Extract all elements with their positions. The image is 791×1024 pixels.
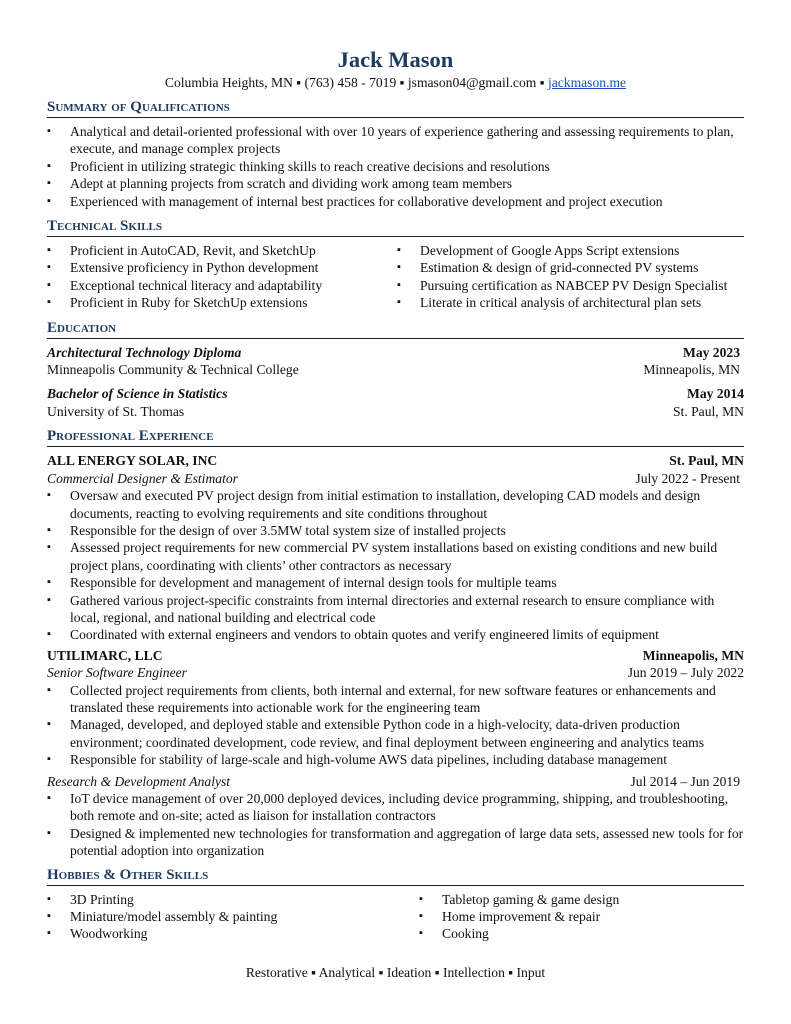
technical-skills-columns <box>47 242 744 312</box>
job-role: Senior Software Engineer <box>47 665 187 681</box>
school-name: University of St. Thomas <box>47 403 185 419</box>
list-item: ▪ Development of Google Apps Script extensions <box>397 242 744 259</box>
hobbies-left <box>47 891 419 943</box>
list-item: ▪ Proficient in Ruby for SketchUp extensions <box>47 294 394 311</box>
contact-line <box>47 74 744 92</box>
list-item: ▪ Woodworking <box>47 925 419 942</box>
list-item: ▪ Responsible for stability of large-scale and high-volume AWS data pipelines, including database management <box>47 751 744 768</box>
technical-skills-left <box>47 242 394 312</box>
hobbies-right <box>419 891 744 943</box>
list-item: ▪ Responsible for development and management of internal design tools for multiple teams <box>47 574 744 591</box>
degree-title: Bachelor of Science in Statistics <box>47 386 228 402</box>
list-item: ▪ Managed, developed, and deployed stable and extensible Python code in a high-velocity, data-driven production environment; coordinated development, code review, and final deployment between engineering and analytics teams <box>47 716 744 751</box>
list-item: ▪ Analytical and detail-oriented professional with over 10 years of experience gathering and assessing requirements to plan, execute, and manage complex projects <box>47 123 744 158</box>
list-item: ▪ Assessed project requirements for new commercial PV system installations based on existing conditions and new build project plans, coordinating with clients’ other contractors as necessary <box>47 539 744 574</box>
list-item: ▪ 3D Printing <box>47 891 419 908</box>
list-item: ▪ Experienced with management of internal best practices for collaborative development and project execution <box>47 193 744 210</box>
list-item: ▪ Responsible for the design of over 3.5MW total system size of installed projects <box>47 522 744 539</box>
list-item: ▪ Literate in critical analysis of architectural plan sets <box>397 294 744 311</box>
list-item: ▪ Extensive proficiency in Python development <box>47 259 394 276</box>
list-item: ▪ Proficient in AutoCAD, Revit, and SketchUp <box>47 242 394 259</box>
list-item: ▪ Designed & implemented new technologies for transformation and aggregation of large data sets, assessed new tools for for potential adoption into organization <box>47 825 744 860</box>
list-item: ▪ IoT device management of over 20,000 deployed devices, including device programming, shipping, and troubleshooting, both remote and on-site; acted as liaison for installation contractors <box>47 790 744 825</box>
list-item: ▪ Oversaw and executed PV project design from initial estimation to installation, developing CAD models and design documents, reacting to evolving requirements and site conditions throughout <box>47 487 744 522</box>
job-dates: Jul 2014 – Jun 2019 <box>630 773 740 789</box>
company-location: St. Paul, MN <box>669 453 744 469</box>
job-duties <box>47 790 744 860</box>
list-item: ▪ Coordinated with external engineers and vendors to obtain quotes and verify engineered limits of equipment <box>47 626 744 643</box>
job-entry <box>47 647 744 860</box>
candidate-name: Jack Mason <box>337 47 454 72</box>
company-name: UTILIMARC, LLC <box>47 647 163 663</box>
education-entry <box>47 344 744 379</box>
company-name: ALL ENERGY SOLAR, INC <box>47 453 218 469</box>
degree-title: Architectural Technology Diploma <box>47 344 242 360</box>
job-duties <box>47 487 744 644</box>
list-item: ▪ Gathered various project-specific constraints from internal directories and external research to ensure compliance with local, regional, and national building and electrical code <box>47 592 744 627</box>
summary-list <box>47 123 744 210</box>
degree-date: May 2023 <box>682 344 740 360</box>
school-location: Minneapolis, MN <box>643 362 740 378</box>
list-item: ▪ Exceptional technical literacy and adaptability <box>47 277 394 294</box>
job-role: Commercial Designer & Estimator <box>47 470 238 486</box>
technical-skills-right <box>394 242 744 312</box>
education-entry <box>47 385 744 420</box>
resume-page <box>47 47 744 981</box>
contact-details: Columbia Heights, MN ▪ (763) 458 - 7019 ▪ jsmason04@gmail.com ▪ <box>164 75 548 90</box>
school-name: Minneapolis Community & Technical College <box>47 362 299 378</box>
hobbies-columns <box>47 891 744 943</box>
school-location: St. Paul, MN <box>672 403 744 419</box>
job-entry <box>47 452 744 643</box>
list-item: ▪ Home improvement & repair <box>419 908 744 925</box>
degree-date: May 2014 <box>686 386 744 402</box>
list-item: ▪ Estimation & design of grid-connected PV systems <box>397 259 744 276</box>
job-role: Research & Development Analyst <box>47 773 231 789</box>
hobbies-heading: Hobbies & Other Skills <box>47 866 744 886</box>
company-location: Minneapolis, MN <box>642 647 744 663</box>
list-item: ▪ Cooking <box>419 925 744 942</box>
education-heading: Education <box>47 319 744 339</box>
strengths-line: Restorative ▪ Analytical ▪ Ideation ▪ Intellection ▪ Input <box>245 964 546 980</box>
experience-heading: Professional Experience <box>47 427 744 447</box>
job-duties <box>47 682 744 769</box>
technical-skills-heading: Technical Skills <box>47 217 744 237</box>
job-dates: Jun 2019 – July 2022 <box>627 665 744 681</box>
list-item: ▪ Tabletop gaming & game design <box>419 891 744 908</box>
list-item: ▪ Collected project requirements from clients, both internal and external, for new software features or enhancements and translated these requirements into actionable work for the engineering team <box>47 682 744 717</box>
summary-heading: Summary of Qualifications <box>47 98 744 118</box>
list-item: ▪ Pursuing certification as NABCEP PV Design Specialist <box>397 277 744 294</box>
list-item: ▪ Adept at planning projects from scratch and dividing work among team members <box>47 175 744 192</box>
job-dates: July 2022 - Present <box>635 470 740 486</box>
list-item: ▪ Miniature/model assembly & painting <box>47 908 419 925</box>
list-item: ▪ Proficient in utilizing strategic thinking skills to reach creative decisions and resolutions <box>47 158 744 175</box>
website-link[interactable]: jackmason.me <box>547 75 627 90</box>
